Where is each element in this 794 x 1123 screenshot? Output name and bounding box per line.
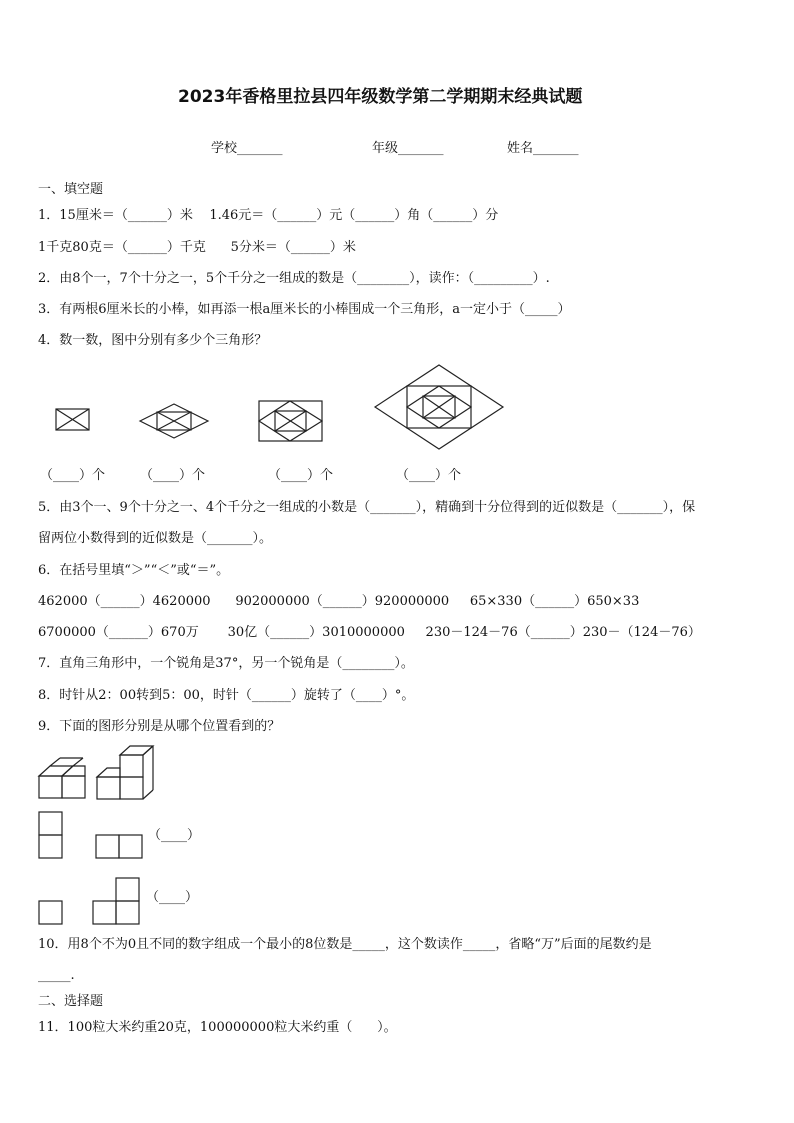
q9-view-l-shape <box>92 877 142 926</box>
question-7: 7．直角三角形中，一个锐角是37°，另一个锐角是（________）。 <box>38 656 414 671</box>
question-6b: 6700000（______）670万 30亿（______）3010000000 230－124－76（______）230－（124－76） <box>38 625 701 640</box>
question-10b: _____. <box>38 968 75 983</box>
section-fill-blank: 一、填空题 <box>38 182 104 197</box>
question-8: 8．时针从2：00转到5：00，时针（______）旋转了（____）°。 <box>38 688 415 703</box>
question-1a: 1．15厘米＝（______）米 1.46元＝（______）元（______）角（______）分 <box>38 208 499 223</box>
q4-answer-3[interactable]: （____）个 <box>268 468 334 483</box>
q9-blank-2[interactable]: （____） <box>146 890 199 905</box>
grade-field[interactable]: 年级_______ <box>372 141 444 156</box>
q9-view-side <box>95 834 145 860</box>
q9-cubes-left <box>38 758 88 800</box>
question-4: 4．数一数，图中分别有多少个三角形？ <box>38 333 268 348</box>
question-6a: 462000（______）4620000 902000000（______）920000000 65×330（______）650×33 <box>38 594 640 609</box>
q4-figure-3 <box>258 400 324 442</box>
q9-view-single <box>38 900 64 926</box>
school-field[interactable]: 学校_______ <box>211 141 283 156</box>
page-title: 2023年香格里拉县四年级数学第二学期期末经典试题 <box>178 87 583 107</box>
q4-figure-4 <box>374 364 506 450</box>
q9-cubes-right <box>96 744 154 800</box>
section-choice: 二、选择题 <box>38 994 104 1009</box>
question-3: 3．有两根6厘米长的小棒，如再添一根a厘米长的小棒围成一个三角形，a一定小于（_____） <box>38 302 571 317</box>
question-10a: 10．用8个不为0且不同的数字组成一个最小的8位数是_____，这个数读作_____，省略“万”后面的尾数约是 <box>38 937 652 952</box>
q4-answer-4[interactable]: （____）个 <box>396 468 462 483</box>
question-11: 11．100粒大米约重20克，100000000粒大米约重（ ）。 <box>38 1020 397 1035</box>
name-field[interactable]: 姓名_______ <box>507 141 579 156</box>
q4-answer-1[interactable]: （____）个 <box>40 468 106 483</box>
question-2: 2．由8个一，7个十分之一，5个千分之一组成的数是（________），读作：（_________）. <box>38 271 550 286</box>
q4-figure-1 <box>55 408 91 432</box>
question-5a: 5．由3个一、9个十分之一、4个千分之一组成的小数是（_______），精确到十分位得到的近似数是（_______），保 <box>38 500 696 515</box>
q4-figure-2 <box>139 403 211 441</box>
question-5b: 留两位小数得到的近似数是（_______）。 <box>38 531 273 546</box>
question-6: 6．在括号里填“＞”“＜”或“＝”。 <box>38 563 230 578</box>
q9-blank-1[interactable]: （____） <box>148 828 201 843</box>
q9-view-stacked <box>38 811 64 859</box>
q4-answer-2[interactable]: （____）个 <box>140 468 206 483</box>
question-1b: 1千克80克＝（______）千克 5分米＝（______）米 <box>38 240 356 255</box>
question-9: 9．下面的图形分别是从哪个位置看到的？ <box>38 719 281 734</box>
